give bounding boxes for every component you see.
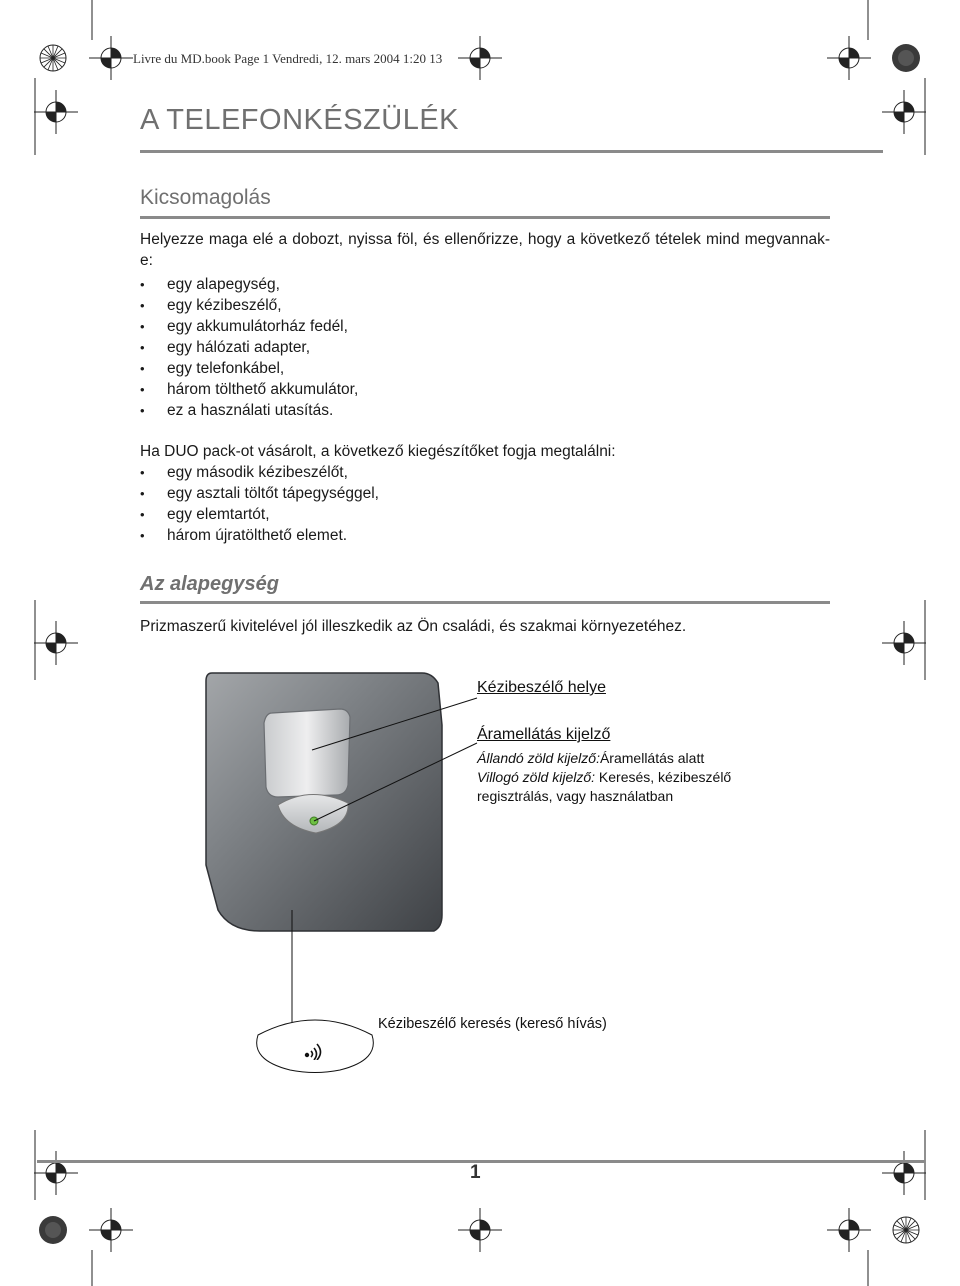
steady-label: Állandó zöld kijelző:: [477, 750, 600, 766]
callout-paging: Kézibeszélő keresés (kereső hívás): [378, 1016, 607, 1032]
subsection-divider: [140, 601, 830, 604]
callout-power-indicator: Áramellátás kijelző: [477, 726, 611, 743]
list-item: • egy hálózati adapter,: [140, 337, 358, 358]
paging-signal-icon: [303, 1040, 325, 1060]
base-unit-description: Prizmaszerű kivitelével jól illeszkedik az Ön családi, és szakmai környezetéhez.: [140, 618, 687, 635]
packaging-list: [140, 274, 358, 421]
list-item: • egy második kézibeszélőt,: [140, 462, 379, 483]
list-item: • három újratölthető elemet.: [140, 525, 379, 546]
title-divider: [140, 150, 883, 153]
page-title: A TELEFONKÉSZÜLÉK: [140, 104, 460, 136]
list-item: • egy alapegység,: [140, 274, 358, 295]
list-item: • ez a használati utasítás.: [140, 400, 358, 421]
blink-text: Keresés, kézibeszélő: [595, 769, 732, 785]
list-item: • egy telefonkábel,: [140, 358, 358, 379]
page-number: 1: [470, 1162, 481, 1183]
callout-handset-slot: Kézibeszélő helye: [477, 679, 606, 696]
handset-slot: [264, 709, 350, 797]
list-item: • egy akkumulátorház fedél,: [140, 316, 358, 337]
callout-blink-line: [477, 768, 731, 787]
steady-text: Áramellátás alatt: [599, 750, 705, 766]
book-header-line: Livre du MD.book Page 1 Vendredi, 12. mars 2004 1:20 13: [133, 51, 443, 66]
blink-label: Villogó zöld kijelző:: [477, 769, 596, 785]
callout-steady-line: [477, 749, 704, 768]
list-item: • egy elemtartót,: [140, 504, 379, 525]
section-heading-base-unit: Az alapegység: [140, 573, 279, 595]
packaging-intro: Helyezze maga elé a dobozt, nyissa föl, és ellenőrizze, hogy a következő tételek mind megvannak-e:: [140, 231, 830, 269]
list-item: • három tölthető akkumulátor,: [140, 379, 358, 400]
callout-blink-line-2: regisztrálás, vagy használatban: [477, 788, 674, 804]
list-item: • egy kézibeszélő,: [140, 295, 358, 316]
footer-divider: [37, 1160, 925, 1163]
section-heading-packaging: Kicsomagolás: [140, 186, 271, 209]
duo-list: [140, 462, 379, 546]
duo-intro: Ha DUO pack-ot vásárolt, a következő kiegészítőket fogja megtalálni:: [140, 443, 616, 460]
section-divider: [140, 216, 830, 219]
list-item: • egy asztali töltőt tápegységgel,: [140, 483, 379, 504]
